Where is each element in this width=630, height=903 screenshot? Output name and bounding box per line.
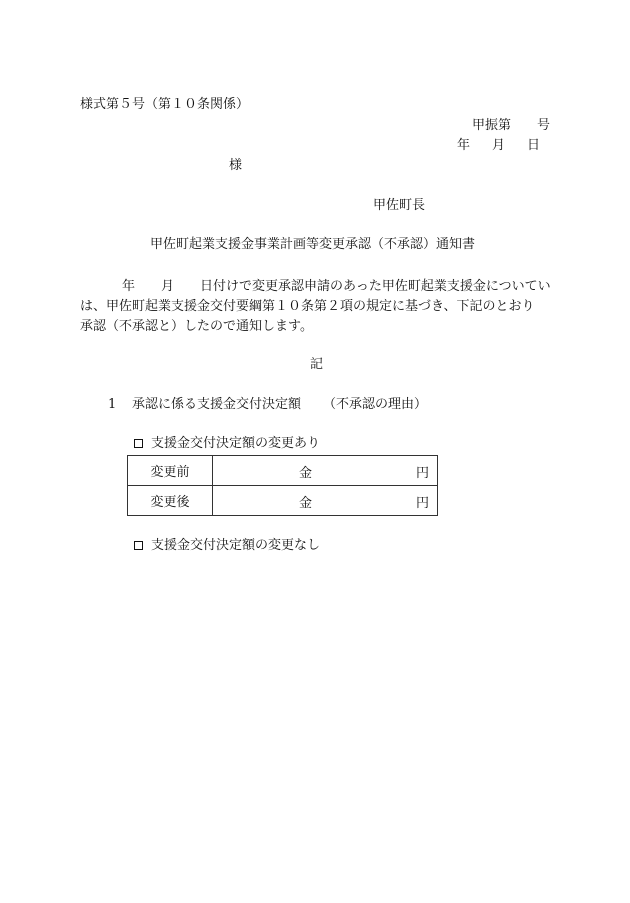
body-line-1 bbox=[80, 277, 556, 297]
body-month: 月 bbox=[161, 279, 175, 294]
body-line-3: 承認（不承認と）したので通知します。 bbox=[80, 319, 313, 334]
recipient: 様 bbox=[229, 158, 243, 173]
option-changed[interactable] bbox=[134, 436, 320, 452]
ki-heading: 記 bbox=[310, 357, 324, 372]
row-before-amount[interactable] bbox=[213, 456, 438, 486]
section-1-number: 1 bbox=[108, 397, 117, 412]
document-number bbox=[472, 118, 550, 134]
section-1-note: （不承認の理由） bbox=[323, 397, 428, 412]
option-unchanged-label: 支援金交付決定額の変更なし bbox=[151, 538, 321, 553]
document-number-suffix: 号 bbox=[537, 118, 551, 133]
document-title: 甲佐町起業支援金事業計画等変更承認（不承認）通知書 bbox=[150, 237, 476, 252]
row-before-label: 変更前 bbox=[128, 456, 213, 486]
date-year: 年 bbox=[457, 138, 471, 153]
date-day: 日 bbox=[527, 138, 541, 153]
body-year: 年 bbox=[122, 279, 136, 294]
sender: 甲佐町長 bbox=[373, 198, 426, 213]
amount-table bbox=[127, 455, 438, 516]
body-line-2: は、甲佐町起業支援金交付要綱第１０条第２項の規定に基づき、下記のとおり bbox=[80, 299, 535, 314]
row-after-kin: 金 bbox=[299, 496, 313, 511]
body-line-1-text: 日付けで変更承認申請のあった甲佐町起業支援金についてい bbox=[200, 279, 551, 294]
document-date bbox=[457, 138, 540, 154]
table-row bbox=[128, 486, 438, 516]
checkbox-changed[interactable] bbox=[134, 439, 143, 448]
section-1-label: 承認に係る支援金交付決定額 bbox=[132, 397, 302, 412]
row-before-kin: 金 bbox=[299, 466, 313, 481]
form-number: 様式第５号（第１０条関係） bbox=[80, 97, 250, 112]
body-paragraph bbox=[80, 277, 556, 337]
checkbox-unchanged[interactable] bbox=[134, 541, 143, 550]
row-after-amount[interactable] bbox=[213, 486, 438, 516]
row-before-yen: 円 bbox=[415, 466, 429, 481]
row-after-label: 変更後 bbox=[128, 486, 213, 516]
table-row bbox=[128, 456, 438, 486]
option-changed-label: 支援金交付決定額の変更あり bbox=[151, 436, 321, 451]
option-unchanged[interactable] bbox=[134, 538, 320, 554]
date-month: 月 bbox=[492, 138, 506, 153]
row-after-yen: 円 bbox=[415, 496, 429, 511]
document-number-prefix: 甲振第 bbox=[472, 118, 512, 133]
section-1 bbox=[108, 397, 427, 413]
